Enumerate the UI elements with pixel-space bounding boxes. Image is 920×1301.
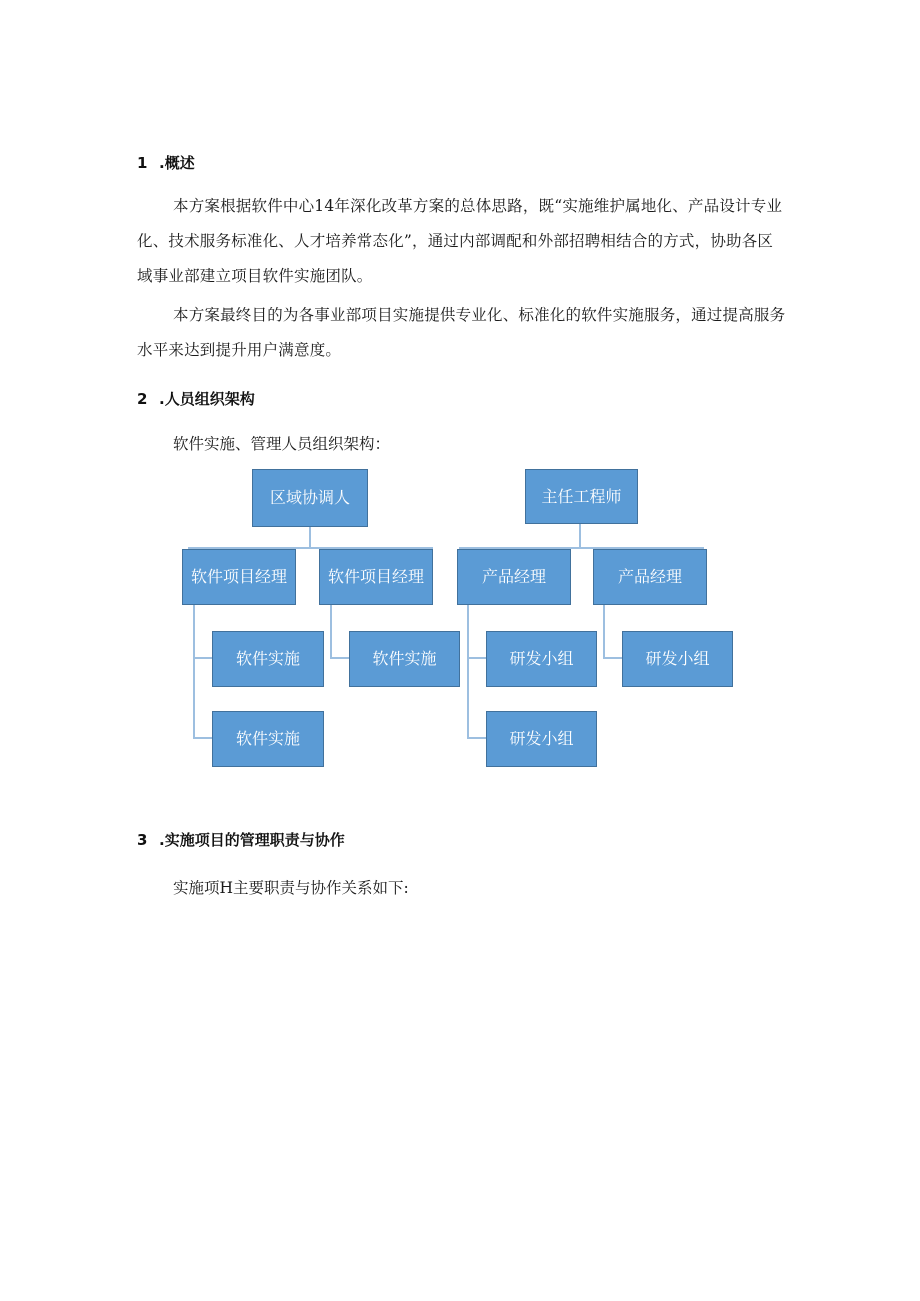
section-number: 3 [137,831,148,849]
org-node-chief-engineer: 主任工程师 [525,469,638,524]
section-heading-org [137,388,255,409]
connector [467,737,487,739]
connector [603,657,623,659]
connector [193,737,213,739]
connector [309,527,311,549]
connector [330,604,332,659]
org-node-product-manager: 产品经理 [457,549,571,605]
section-number: 2 [137,390,148,408]
connector [467,657,487,659]
section-number: 1 [137,154,148,172]
org-node-software-pm: 软件项目经理 [182,549,296,605]
connector [467,604,469,739]
overview-paragraph-1: 本方案根据软件中心14年深化改革方案的总体思路，既“实施维护属地化、产品设计专业化、技术服务标准化、人才培养常态化”，通过内部调配和外部招聘相结合的方式，协助各区域事业部建立项目软件实施团队。 [137,197,783,285]
section-heading-overview [137,152,195,173]
org-node-dev-team: 研发小组 [622,631,733,687]
section-title: .人员组织架构 [159,390,255,408]
connector [193,657,213,659]
connector [603,604,605,659]
connector [193,604,195,739]
org-node-regional-coordinator: 区域协调人 [252,469,368,527]
section-heading-collaboration [137,829,345,850]
collab-intro-text: 实施项H主要职责与协作关系如下: [173,879,409,897]
org-node-software-impl: 软件实施 [349,631,460,687]
org-node-dev-team: 研发小组 [486,631,597,687]
section-title: .实施项目的管理职责与协作 [159,831,345,849]
section-title: .概述 [159,154,195,172]
org-node-software-impl: 软件实施 [212,631,324,687]
overview-paragraph-2: 本方案最终目的为各事业部项目实施提供专业化、标准化的软件实施服务，通过提高服务水平来达到提升用户满意度。 [137,306,786,359]
org-node-product-manager: 产品经理 [593,549,707,605]
org-intro-text: 软件实施、管理人员组织架构： [173,435,391,453]
org-node-dev-team: 研发小组 [486,711,597,767]
connector [579,523,581,549]
org-node-software-pm: 软件项目经理 [319,549,433,605]
connector [330,657,350,659]
org-node-software-impl: 软件实施 [212,711,324,767]
